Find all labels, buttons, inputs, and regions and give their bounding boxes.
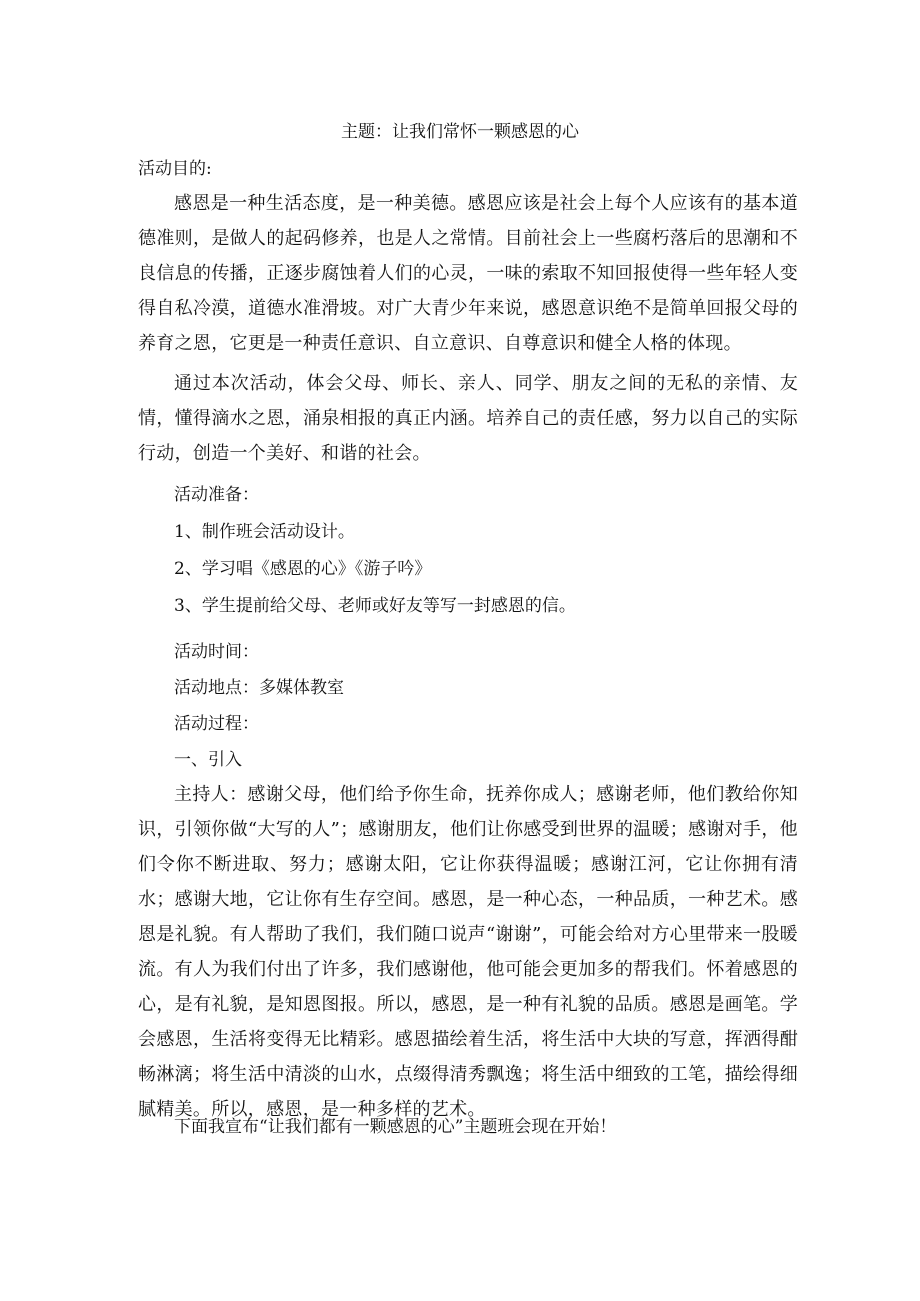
- section-intro-heading: 一、引入: [174, 750, 242, 770]
- host-paragraph: 主持人：感谢父母，他们给予你生命，抚养你成人；感谢老师，他们教给你知识，引领你做“大写的人”；感谢朋友，他们让你感受到世界的温暖；感谢对手，他们令你不断进取、努力；感谢太阳，它让你获得温暖；感谢江河，它让你拥有清水；感谢大地，它让你有生存空间。感恩，是一种心态，一种品质，一种艺术。感恩是礼貌。有人帮助了我们，我们随口说声“谢谢”，可能会给对方心里带来一股暖流。有人为我们付出了许多，我们感谢他，他可能会更加多的帮我们。怀着感恩的心，是有礼貌，是知恩图报。所以，感恩，是一种有礼貌的品质。感恩是画笔。学会感恩，生活将变得无比精彩。感恩描绘着生活，将生活中大块的写意，挥洒得酣畅淋漓；将生活中清淡的山水，点缀得清秀飘逸；将生活中细致的工笔，描绘得细腻精美。所以，感恩，是一种多样的艺术。: [138, 784, 798, 1120]
- prep-item-3: 3、学生提前给父母、老师或好友等写一封感恩的信。: [174, 596, 576, 616]
- activity-time: 活动时间：: [174, 642, 259, 662]
- activity-process: 活动过程：: [174, 714, 259, 734]
- prep-heading: 活动准备：: [174, 485, 259, 505]
- closing-line: 下面我宣布“让我们都有一颗感恩的心”主题班会现在开始！: [174, 1117, 617, 1137]
- prep-item-1: 1、制作班会活动设计。: [174, 522, 355, 542]
- purpose-paragraph-2: 通过本次活动，体会父母、师长、亲人、同学、朋友之间的无私的亲情、友情，懂得滴水之恩，涌泉相报的真正内涵。培养自己的责任感，努力以自己的实际行动，创造一个美好、和谐的社会。: [138, 373, 798, 464]
- document-title: 主题：让我们常怀一颗感恩的心: [341, 122, 579, 142]
- purpose-heading: 活动目的:: [138, 159, 212, 179]
- prep-item-2: 2、学习唱《感恩的心》《游子吟》: [174, 559, 432, 579]
- purpose-paragraph-1: 感恩是一种生活态度，是一种美德。感恩应该是社会上每个人应该有的基本道德准则，是做人的起码修养，也是人之常情。目前社会上一些腐朽落后的思潮和不良信息的传播，正逐步腐蚀着人们的心灵，一味的索取不知回报使得一些年轻人变得自私冷漠，道德水准滑坡。对广大青少年来说，感恩意识绝不是简单回报父母的养育之恩，它更是一种责任意识、自立意识、自尊意识和健全人格的体现。: [138, 193, 798, 354]
- activity-place: 活动地点：多媒体教室: [174, 678, 344, 698]
